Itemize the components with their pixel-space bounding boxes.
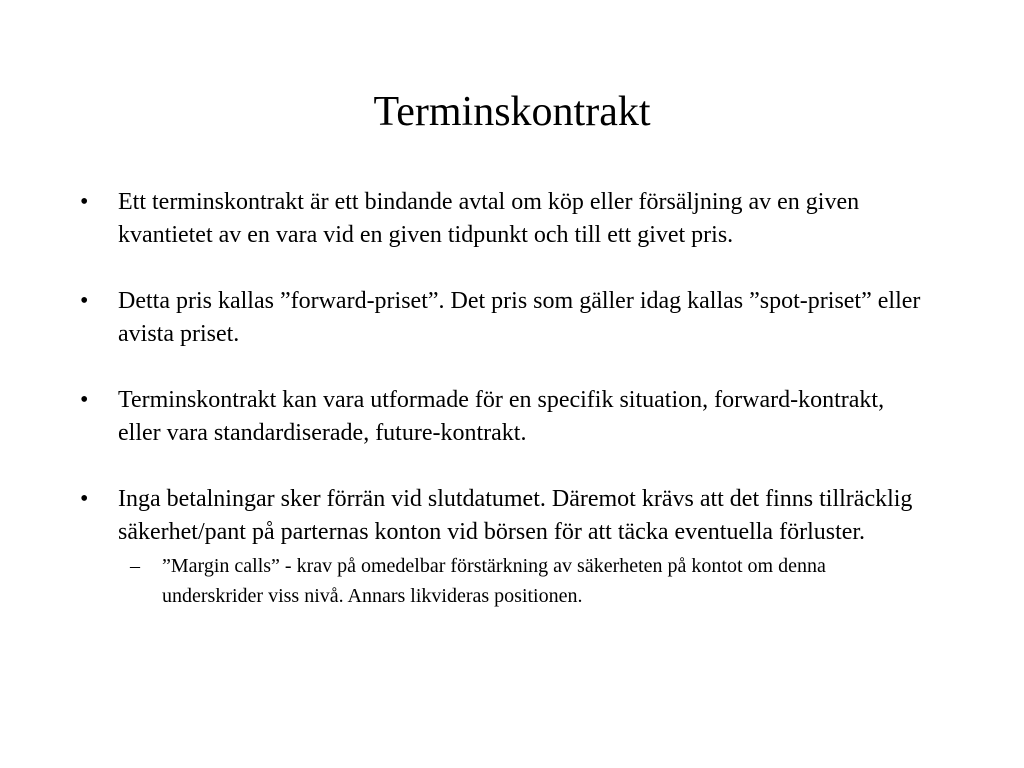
bullet-item: [0, 483, 928, 611]
sub-bullet-list: [118, 551, 928, 611]
bullet-text: Inga betalningar sker förrän vid slutdatumet. Däremot krävs att det finns tillräcklig säkerhet/pant på parternas konton vid börsen för att täcka eventuella förluster.: [118, 486, 913, 545]
sub-bullet-marker: –: [130, 555, 140, 577]
bullet-marker: •: [80, 189, 89, 215]
slide-title: Terminskontrakt: [373, 89, 651, 135]
bullet-marker: •: [80, 288, 89, 314]
bullet-text: Terminskontrakt kan vara utformade för en specifik situation, forward-kontrakt, eller vara standardiserade, future-kontrakt.: [118, 387, 885, 446]
bullet-item: [0, 285, 928, 351]
bullet-list: [0, 186, 1024, 611]
bullet-marker: •: [80, 486, 89, 512]
bullet-item: [0, 186, 928, 252]
bullet-item: [0, 384, 928, 450]
sub-bullet-text: ”Margin calls” - krav på omedelbar förstärkning av säkerheten på kontot om denna underskrider viss nivå. Annars likvideras positionen.: [162, 555, 826, 607]
sub-bullet-item: [118, 551, 922, 611]
bullet-marker: •: [80, 387, 89, 413]
bullet-text: Ett terminskontrakt är ett bindande avtal om köp eller försäljning av en given kvantietet av en vara vid en given tidpunkt och till ett givet pris.: [118, 189, 860, 248]
bullet-text: Detta pris kallas ”forward-priset”. Det pris som gäller idag kallas ”spot-priset” eller avista priset.: [118, 288, 921, 347]
